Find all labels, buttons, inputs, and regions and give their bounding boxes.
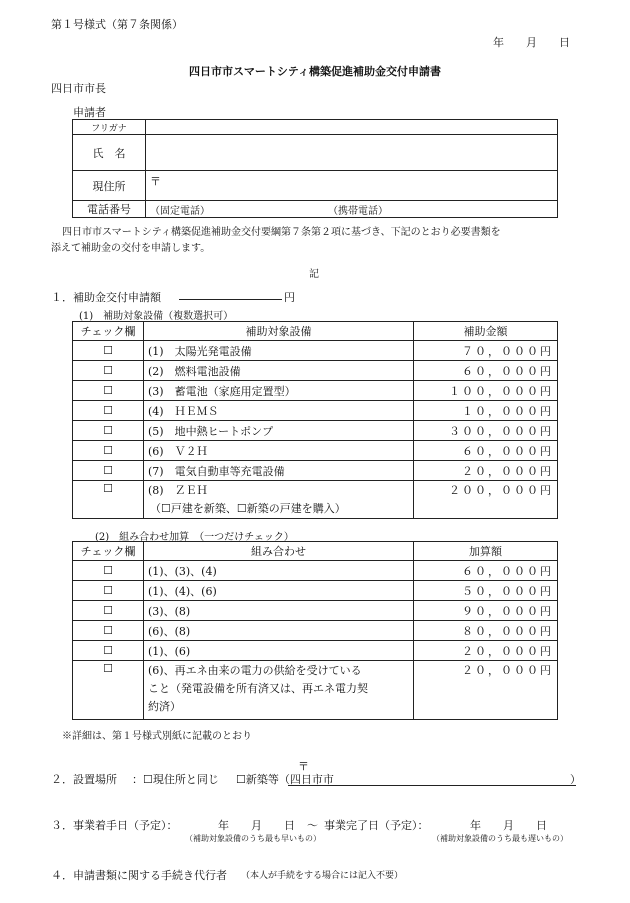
- checkbox[interactable]: ☐: [73, 621, 144, 641]
- combination-line-3: 約済）: [148, 700, 181, 713]
- equipment-name: (5) 地中熱ヒートポンプ: [144, 421, 414, 441]
- subsidy-caption: (1) 補助対象設備（複数選択可）: [79, 311, 234, 322]
- subsidy-amount: １０，０００円: [414, 401, 558, 421]
- subsidy-header-item: 補助対象設備: [144, 322, 414, 341]
- checkbox[interactable]: ☐: [73, 441, 144, 461]
- item1-label: １．補助金交付申請額: [51, 291, 161, 304]
- subsidy-amount: ２０，０００円: [414, 461, 558, 481]
- amount-input-line[interactable]: [179, 299, 282, 300]
- zeh-options[interactable]: （☐戸建を新築、☐新築の戸建を購入）: [150, 502, 346, 515]
- table-row: [73, 461, 558, 481]
- bonus-amount: ２０，０００円: [414, 641, 558, 661]
- detail-note: ※詳細は、第１号様式別紙に記載のとおり: [62, 731, 252, 742]
- address-field[interactable]: [146, 171, 558, 201]
- intro-line-1: 四日市市スマートシティ構築促進補助金交付要綱第７条第２項に基づき、下記のとおり必要書類を: [62, 227, 501, 238]
- equipment-name: (7) 電気自動車等充電設備: [144, 461, 414, 481]
- checkbox[interactable]: ☐: [73, 601, 144, 621]
- subsidy-table: [72, 321, 558, 519]
- table-row: [73, 401, 558, 421]
- subsidy-amount: ６０，０００円: [414, 441, 558, 461]
- subsidy-header-amount: 補助金額: [414, 322, 558, 341]
- bonus-amount: ９０，０００円: [414, 601, 558, 621]
- table-row: [73, 361, 558, 381]
- subsidy-amount: ２００，０００円: [414, 481, 558, 519]
- table-row: [73, 441, 558, 461]
- date-tilde: ～: [307, 819, 318, 832]
- combo-header-check: チェック欄: [73, 542, 144, 561]
- start-date-note: （補助対象設備のうち最も早いもの）: [185, 834, 321, 843]
- checkbox[interactable]: ☐: [73, 421, 144, 441]
- item2-colon: ：: [132, 773, 143, 786]
- item1-unit: 円: [284, 291, 295, 304]
- equipment-name: (4) ＨＥＭＳ: [144, 401, 414, 421]
- new-build-option[interactable]: ☐新築等（四日市市: [236, 773, 334, 786]
- item2-label: ２．設置場所: [51, 773, 117, 786]
- ki-label: 記: [309, 269, 319, 280]
- applicant-label: 申請者: [73, 106, 106, 119]
- checkbox[interactable]: ☐: [73, 341, 144, 361]
- phone-label: 電話番号: [73, 201, 146, 218]
- date-line: 年 月 日: [493, 36, 570, 49]
- checkbox[interactable]: ☐: [73, 641, 144, 661]
- checkbox[interactable]: ☐: [73, 461, 144, 481]
- item3-label-2: 事業完了日（予定）：: [324, 819, 429, 832]
- equipment-name: (3) 蓄電池（家庭用定置型）: [144, 381, 414, 401]
- end-date-note: （補助対象設備のうち最も遅いもの）: [432, 834, 568, 843]
- name-field[interactable]: [146, 135, 558, 171]
- bonus-amount: ６０，０００円: [414, 561, 558, 581]
- table-row: [73, 641, 558, 661]
- applicant-table: [72, 119, 558, 218]
- furigana-field[interactable]: [146, 120, 558, 135]
- table-row: [73, 581, 558, 601]
- bonus-amount: ２０，０００円: [414, 661, 558, 720]
- equipment-name: (1) 太陽光発電設備: [144, 341, 414, 361]
- subsidy-amount: ７０，０００円: [414, 341, 558, 361]
- table-row: [73, 621, 558, 641]
- item4-label: ４．申請書類に関する手続き代行者: [51, 869, 227, 882]
- combination: (3)、(8): [144, 601, 414, 621]
- equipment-name: [144, 481, 414, 519]
- checkbox[interactable]: ☐: [73, 481, 144, 519]
- addressee: 四日市市長: [51, 82, 106, 95]
- table-row: [73, 561, 558, 581]
- subsidy-header-check: チェック欄: [73, 322, 144, 341]
- table-row: [73, 601, 558, 621]
- phone-field[interactable]: [146, 201, 558, 218]
- combination: (1)、(3)、(4): [144, 561, 414, 581]
- combination: (1)、(4)、(6): [144, 581, 414, 601]
- combination: (1)、(6): [144, 641, 414, 661]
- end-date[interactable]: 年 月 日: [470, 819, 547, 832]
- checkbox[interactable]: ☐: [73, 661, 144, 720]
- checkbox[interactable]: ☐: [73, 401, 144, 421]
- combination: (6)、(8): [144, 621, 414, 641]
- name-label: 氏 名: [73, 135, 146, 171]
- subsidy-amount: ３００，０００円: [414, 421, 558, 441]
- bonus-amount: ５０，０００円: [414, 581, 558, 601]
- checkbox[interactable]: ☐: [73, 581, 144, 601]
- combo-header-item: 組み合わせ: [144, 542, 414, 561]
- intro-line-2: 添えて補助金の交付を申請します。: [51, 243, 211, 254]
- page-title: 四日市市スマートシティ構築促進補助金交付申請書: [189, 65, 441, 78]
- checkbox[interactable]: ☐: [73, 561, 144, 581]
- item2-close-paren: ）: [570, 773, 581, 786]
- item2-postal-mark: 〒: [298, 760, 309, 773]
- start-date[interactable]: 年 月 日: [218, 819, 295, 832]
- subsidy-amount: １００，０００円: [414, 381, 558, 401]
- item3-label: ３．事業着手日（予定）：: [51, 819, 178, 832]
- table-row: [73, 381, 558, 401]
- subsidy-amount: ６０，０００円: [414, 361, 558, 381]
- equipment-name: (2) 燃料電池設備: [144, 361, 414, 381]
- combination: [144, 661, 414, 720]
- checkbox[interactable]: ☐: [73, 381, 144, 401]
- phone-mobile: （携帯電話）: [328, 205, 388, 217]
- combo-caption: (2) 組み合わせ加算 （一つだけチェック）: [95, 532, 294, 543]
- equipment-line-1: (8) ＺＥＨ: [148, 484, 208, 497]
- bonus-amount: ８０，０００円: [414, 621, 558, 641]
- equipment-name: (6) Ｖ２Ｈ: [144, 441, 414, 461]
- location-input-line[interactable]: [288, 785, 576, 786]
- address-label: 現住所: [73, 171, 146, 201]
- item4-note: （本人が手続をする場合には記入不要）: [241, 871, 404, 881]
- table-row: [73, 421, 558, 441]
- combo-header-amount: 加算額: [414, 542, 558, 561]
- form-number: 第１号様式（第７条関係）: [51, 18, 183, 31]
- table-row: [73, 341, 558, 361]
- table-row: [73, 661, 558, 720]
- combo-table: [72, 541, 558, 720]
- combination-line-2: こと（発電設備を所有済又は、再エネ電力契: [148, 682, 368, 695]
- combination-line-1: (6)、再エネ由来の電力の供給を受けている: [148, 664, 362, 677]
- checkbox[interactable]: ☐: [73, 361, 144, 381]
- table-row: [73, 481, 558, 519]
- phone-fixed: （固定電話）: [150, 205, 210, 217]
- furigana-label: フリガナ: [73, 120, 146, 135]
- postal-mark: 〒: [150, 175, 161, 188]
- same-address-option[interactable]: ☐現住所と同じ: [143, 773, 219, 786]
